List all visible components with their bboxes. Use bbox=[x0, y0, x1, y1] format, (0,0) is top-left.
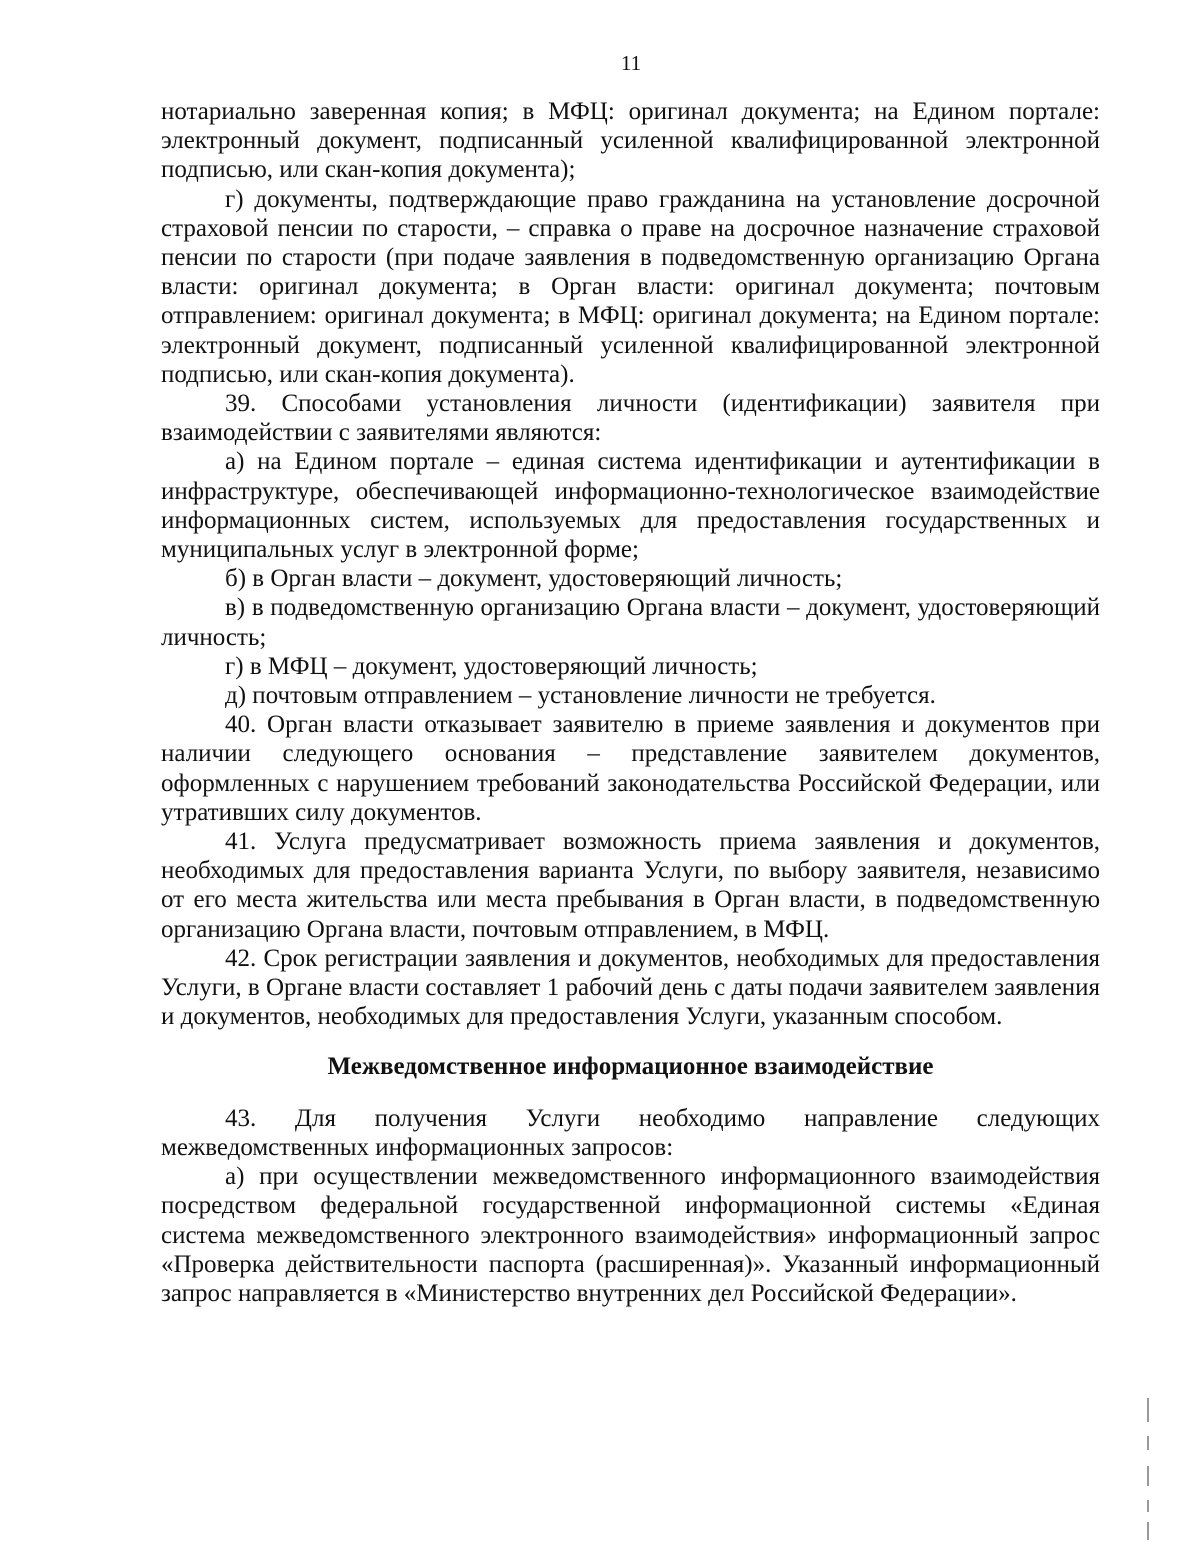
paragraph-39: 39. Способами установления личности (идентификации) заявителя при взаимодействии с заявителями являются: bbox=[161, 390, 1100, 447]
scan-edge-mark bbox=[1147, 1522, 1149, 1540]
paragraph-39-item-g: г) в МФЦ – документ, удостоверяющий личность; bbox=[225, 652, 758, 680]
paragraph-40: 40. Орган власти отказывает заявителю в приеме заявления и документов при наличии следующего основания – представление заявителем документов, оформленных с нарушением требований законодательства Российской Федерации, или утративших силу документов. bbox=[161, 711, 1100, 826]
paragraph-39-item-b: б) в Орган власти – документ, удостоверяющий личность; bbox=[225, 565, 843, 593]
paragraph-item-g-pension-documents: г) документы, подтверждающие право гражданина на установление досрочной страховой пенсии по старости, – справка о праве на досрочное назначение страховой пенсии по старости (при подаче заявления в подведомственную организацию Органа власти: оригинал документа; в Орган власти: оригинал документа; почтовым отправлением: оригинал документа; в МФЦ: оригинал документа; на Едином портале: электронный документ, подписанный усиленной квалифицированной электронной подписью, или скан-копия документа). bbox=[161, 185, 1100, 388]
section-heading: Межведомственное информационное взаимодействие bbox=[327, 1052, 934, 1080]
paragraph-39-item-a: а) на Едином портале – единая система идентификации и аутентификации в инфраструктуре, обеспечивающей информационно-технологическое взаимодействие информационных систем, используемых для предоставления государственных и муниципальных услуг в электронной форме; bbox=[161, 448, 1100, 564]
scan-edge-mark bbox=[1147, 1466, 1149, 1486]
document-body bbox=[161, 97, 1100, 1308]
paragraph-39-item-d: д) почтовым отправлением – установление личности не требуется. bbox=[225, 682, 936, 710]
scan-edge-mark bbox=[1147, 1398, 1149, 1422]
paragraph-43: 43. Для получения Услуги необходимо направление следующих межведомственных информационных запросов: bbox=[161, 1104, 1100, 1161]
scan-edge-mark bbox=[1147, 1500, 1149, 1512]
paragraph-42: 42. Срок регистрации заявления и документов, необходимых для предоставления Услуги, в Органе власти составляет 1 рабочий день с даты подачи заявителем заявления и документов, необходимых для предоставления Услуги, указанным способом. bbox=[161, 944, 1100, 1031]
paragraph-continuation: нотариально заверенная копия; в МФЦ: оригинал документа; на Едином портале: электронный документ, подписанный усиленной квалифицированной электронной подписью, или скан-копия документа); bbox=[161, 98, 1100, 184]
page-number: 11 bbox=[620, 51, 642, 75]
paragraph-43-item-a: а) при осуществлении межведомственного информационного взаимодействия посредством федеральной государственной информационной системы «Единая система межведомственного электронного взаимодействия» информационный запрос «Проверка действительности паспорта (расширенная)». Указанный информационный запрос направляется в «Министерство внутренних дел Российской Федерации». bbox=[161, 1163, 1100, 1307]
paragraph-41: 41. Услуга предусматривает возможность приема заявления и документов, необходимых для предоставления варианта Услуги, по выбору заявителя, независимо от его места жительства или места пребывания в Орган власти, в подведомственную организацию Органа власти, почтовым отправлением, в МФЦ. bbox=[161, 828, 1100, 943]
scan-edge-mark bbox=[1147, 1436, 1149, 1450]
paragraph-39-item-v: в) в подведомственную организацию Органа власти – документ, удостоверяющий личность; bbox=[161, 594, 1100, 651]
